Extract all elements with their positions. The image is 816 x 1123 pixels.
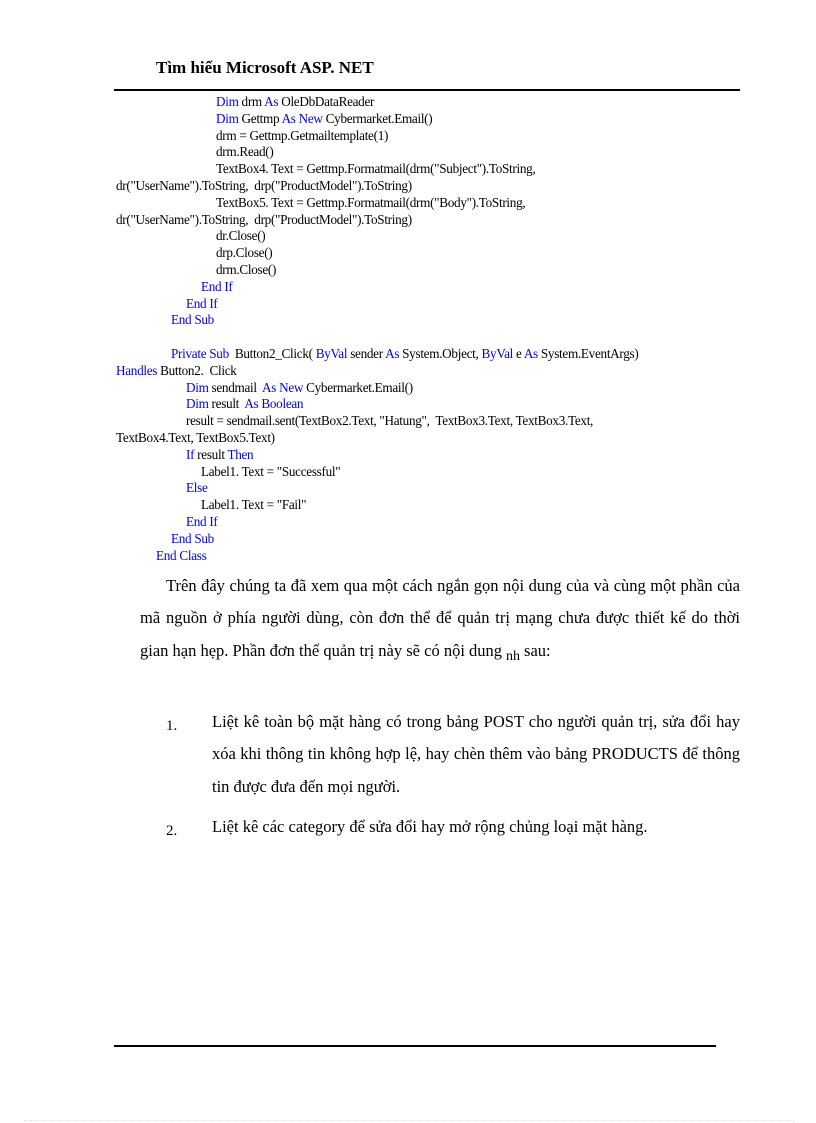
code-keyword: As bbox=[244, 396, 259, 412]
code-line bbox=[116, 111, 746, 128]
code-line bbox=[116, 178, 746, 195]
list-number: 2. bbox=[166, 823, 178, 840]
code-keyword: Dim bbox=[216, 110, 239, 126]
list-number: 1. bbox=[166, 718, 178, 734]
code-text: Gettmp bbox=[238, 110, 282, 126]
code-keyword: ByVal bbox=[481, 345, 513, 361]
code-text: OleDbDataReader bbox=[278, 94, 375, 109]
page-header-title: Tìm hiểu Microsoft ASP. NET bbox=[156, 58, 374, 77]
code-text: dr("UserName").ToString, drp("ProductModel").ToString) bbox=[116, 211, 412, 227]
code-line bbox=[116, 531, 746, 548]
code-line bbox=[116, 195, 746, 212]
code-text: System.EventArgs) bbox=[537, 345, 639, 361]
code-keyword: End Sub bbox=[171, 530, 214, 546]
code-line bbox=[116, 447, 746, 464]
code-line bbox=[116, 413, 746, 430]
code-line bbox=[116, 396, 746, 413]
paragraph-text: Trên đây chúng ta đã xem qua một cách ngắn gọn nội dung của và cùng một phần của mã nguồn ở phía người dùng, còn đơn thể để quản trị mạng chưa được thiết kế do thời gian hạn hẹp. Phần đơn thể quản trị này sẽ có nội dung bbox=[140, 576, 740, 660]
code-listing bbox=[116, 94, 746, 564]
page-edge-dots bbox=[24, 1120, 794, 1121]
code-text: Label1. Text = "Successful" bbox=[201, 463, 341, 479]
code-keyword: If bbox=[186, 446, 195, 462]
code-text: dr.Close() bbox=[216, 228, 266, 244]
code-line bbox=[116, 548, 746, 565]
code-text: TextBox5. Text = Gettmp.Formatmail(drm("Body").ToString, bbox=[216, 194, 526, 210]
code-line bbox=[116, 144, 746, 161]
code-keyword: End Class bbox=[156, 547, 207, 563]
code-line bbox=[116, 279, 746, 296]
code-line bbox=[116, 312, 746, 329]
code-keyword: Private Sub bbox=[171, 345, 229, 361]
code-line bbox=[116, 346, 746, 363]
code-text: Button2. Click bbox=[157, 362, 237, 378]
numbered-list bbox=[140, 706, 740, 852]
code-text: drm = Gettmp.Getmailtemplate(1) bbox=[216, 127, 389, 143]
list-item bbox=[140, 706, 740, 803]
code-text: result bbox=[194, 446, 228, 462]
code-text: sender bbox=[347, 345, 386, 361]
code-text: Cybermarket.Email() bbox=[322, 110, 433, 126]
code-text: drm.Read() bbox=[216, 144, 274, 160]
code-line bbox=[116, 514, 746, 531]
code-keyword: As bbox=[281, 110, 296, 126]
code-text: Button2_Click( bbox=[228, 345, 316, 361]
list-item-text: Liệt kê các category để sửa đổi hay mở rộng chủng loại mặt hàng. bbox=[212, 817, 648, 837]
code-line bbox=[116, 228, 746, 245]
code-keyword: As bbox=[385, 345, 400, 361]
code-line bbox=[116, 497, 746, 514]
code-text: Label1. Text = "Fail" bbox=[201, 497, 307, 513]
list-item bbox=[140, 811, 740, 843]
code-keyword: Handles bbox=[116, 362, 158, 378]
code-keyword: End If bbox=[186, 513, 218, 529]
code-keyword: As bbox=[262, 379, 277, 395]
code-keyword: As bbox=[264, 94, 279, 109]
code-text: e bbox=[513, 345, 524, 361]
code-text: result bbox=[208, 396, 245, 412]
code-line bbox=[116, 296, 746, 313]
code-text: Cybermarket.Email() bbox=[303, 379, 413, 395]
code-keyword: New bbox=[298, 110, 323, 126]
code-text: TextBox4.Text, TextBox5.Text) bbox=[116, 429, 275, 445]
code-text: sendmail bbox=[208, 379, 263, 395]
code-keyword: New bbox=[279, 379, 304, 395]
code-keyword: Dim bbox=[216, 94, 239, 109]
code-keyword: ByVal bbox=[315, 345, 348, 361]
code-text: TextBox4. Text = Gettmp.Formatmail(drm("Subject").ToString, bbox=[216, 161, 536, 177]
code-keyword: Then bbox=[227, 446, 254, 462]
header-divider bbox=[114, 89, 740, 91]
footer-divider bbox=[114, 1045, 716, 1047]
paragraph-end: sau: bbox=[524, 640, 551, 660]
code-line bbox=[116, 94, 746, 111]
code-line bbox=[116, 464, 746, 481]
code-line bbox=[116, 480, 746, 497]
code-line bbox=[116, 128, 746, 145]
code-blank-line bbox=[116, 329, 746, 346]
code-line bbox=[116, 363, 746, 380]
code-keyword: End Sub bbox=[171, 312, 214, 328]
code-line bbox=[116, 430, 746, 447]
code-keyword: Dim bbox=[186, 379, 209, 395]
body-paragraph bbox=[140, 570, 740, 669]
code-line bbox=[116, 161, 746, 178]
code-keyword: Boolean bbox=[261, 396, 304, 412]
code-text: System.Object, bbox=[399, 345, 482, 361]
code-line bbox=[116, 245, 746, 262]
code-text: result = sendmail.sent(TextBox2.Text, "Hatung", TextBox3.Text, TextBox3.Text, bbox=[186, 413, 594, 429]
code-keyword: End If bbox=[201, 278, 233, 294]
code-text: dr("UserName").ToString, drp("ProductModel").ToString) bbox=[116, 177, 412, 193]
code-keyword: As bbox=[523, 345, 538, 361]
code-keyword: End If bbox=[186, 295, 218, 311]
list-item-text: Liệt kê toàn bộ mặt hàng có trong bảng POST cho người quản trị, sửa đổi hay xóa khi thông tin không hợp lệ, hay chèn thêm vào bảng PRODUCTS để thông tin được đưa đến mọi người. bbox=[212, 712, 740, 796]
code-line bbox=[116, 262, 746, 279]
code-keyword: Dim bbox=[186, 396, 209, 412]
code-text: drm bbox=[238, 94, 265, 109]
paragraph-fragment: nh bbox=[506, 648, 521, 664]
code-text: drm.Close() bbox=[216, 261, 277, 277]
code-line bbox=[116, 212, 746, 229]
code-line bbox=[116, 380, 746, 397]
code-text: drp.Close() bbox=[216, 245, 273, 261]
code-keyword: Else bbox=[186, 480, 208, 496]
